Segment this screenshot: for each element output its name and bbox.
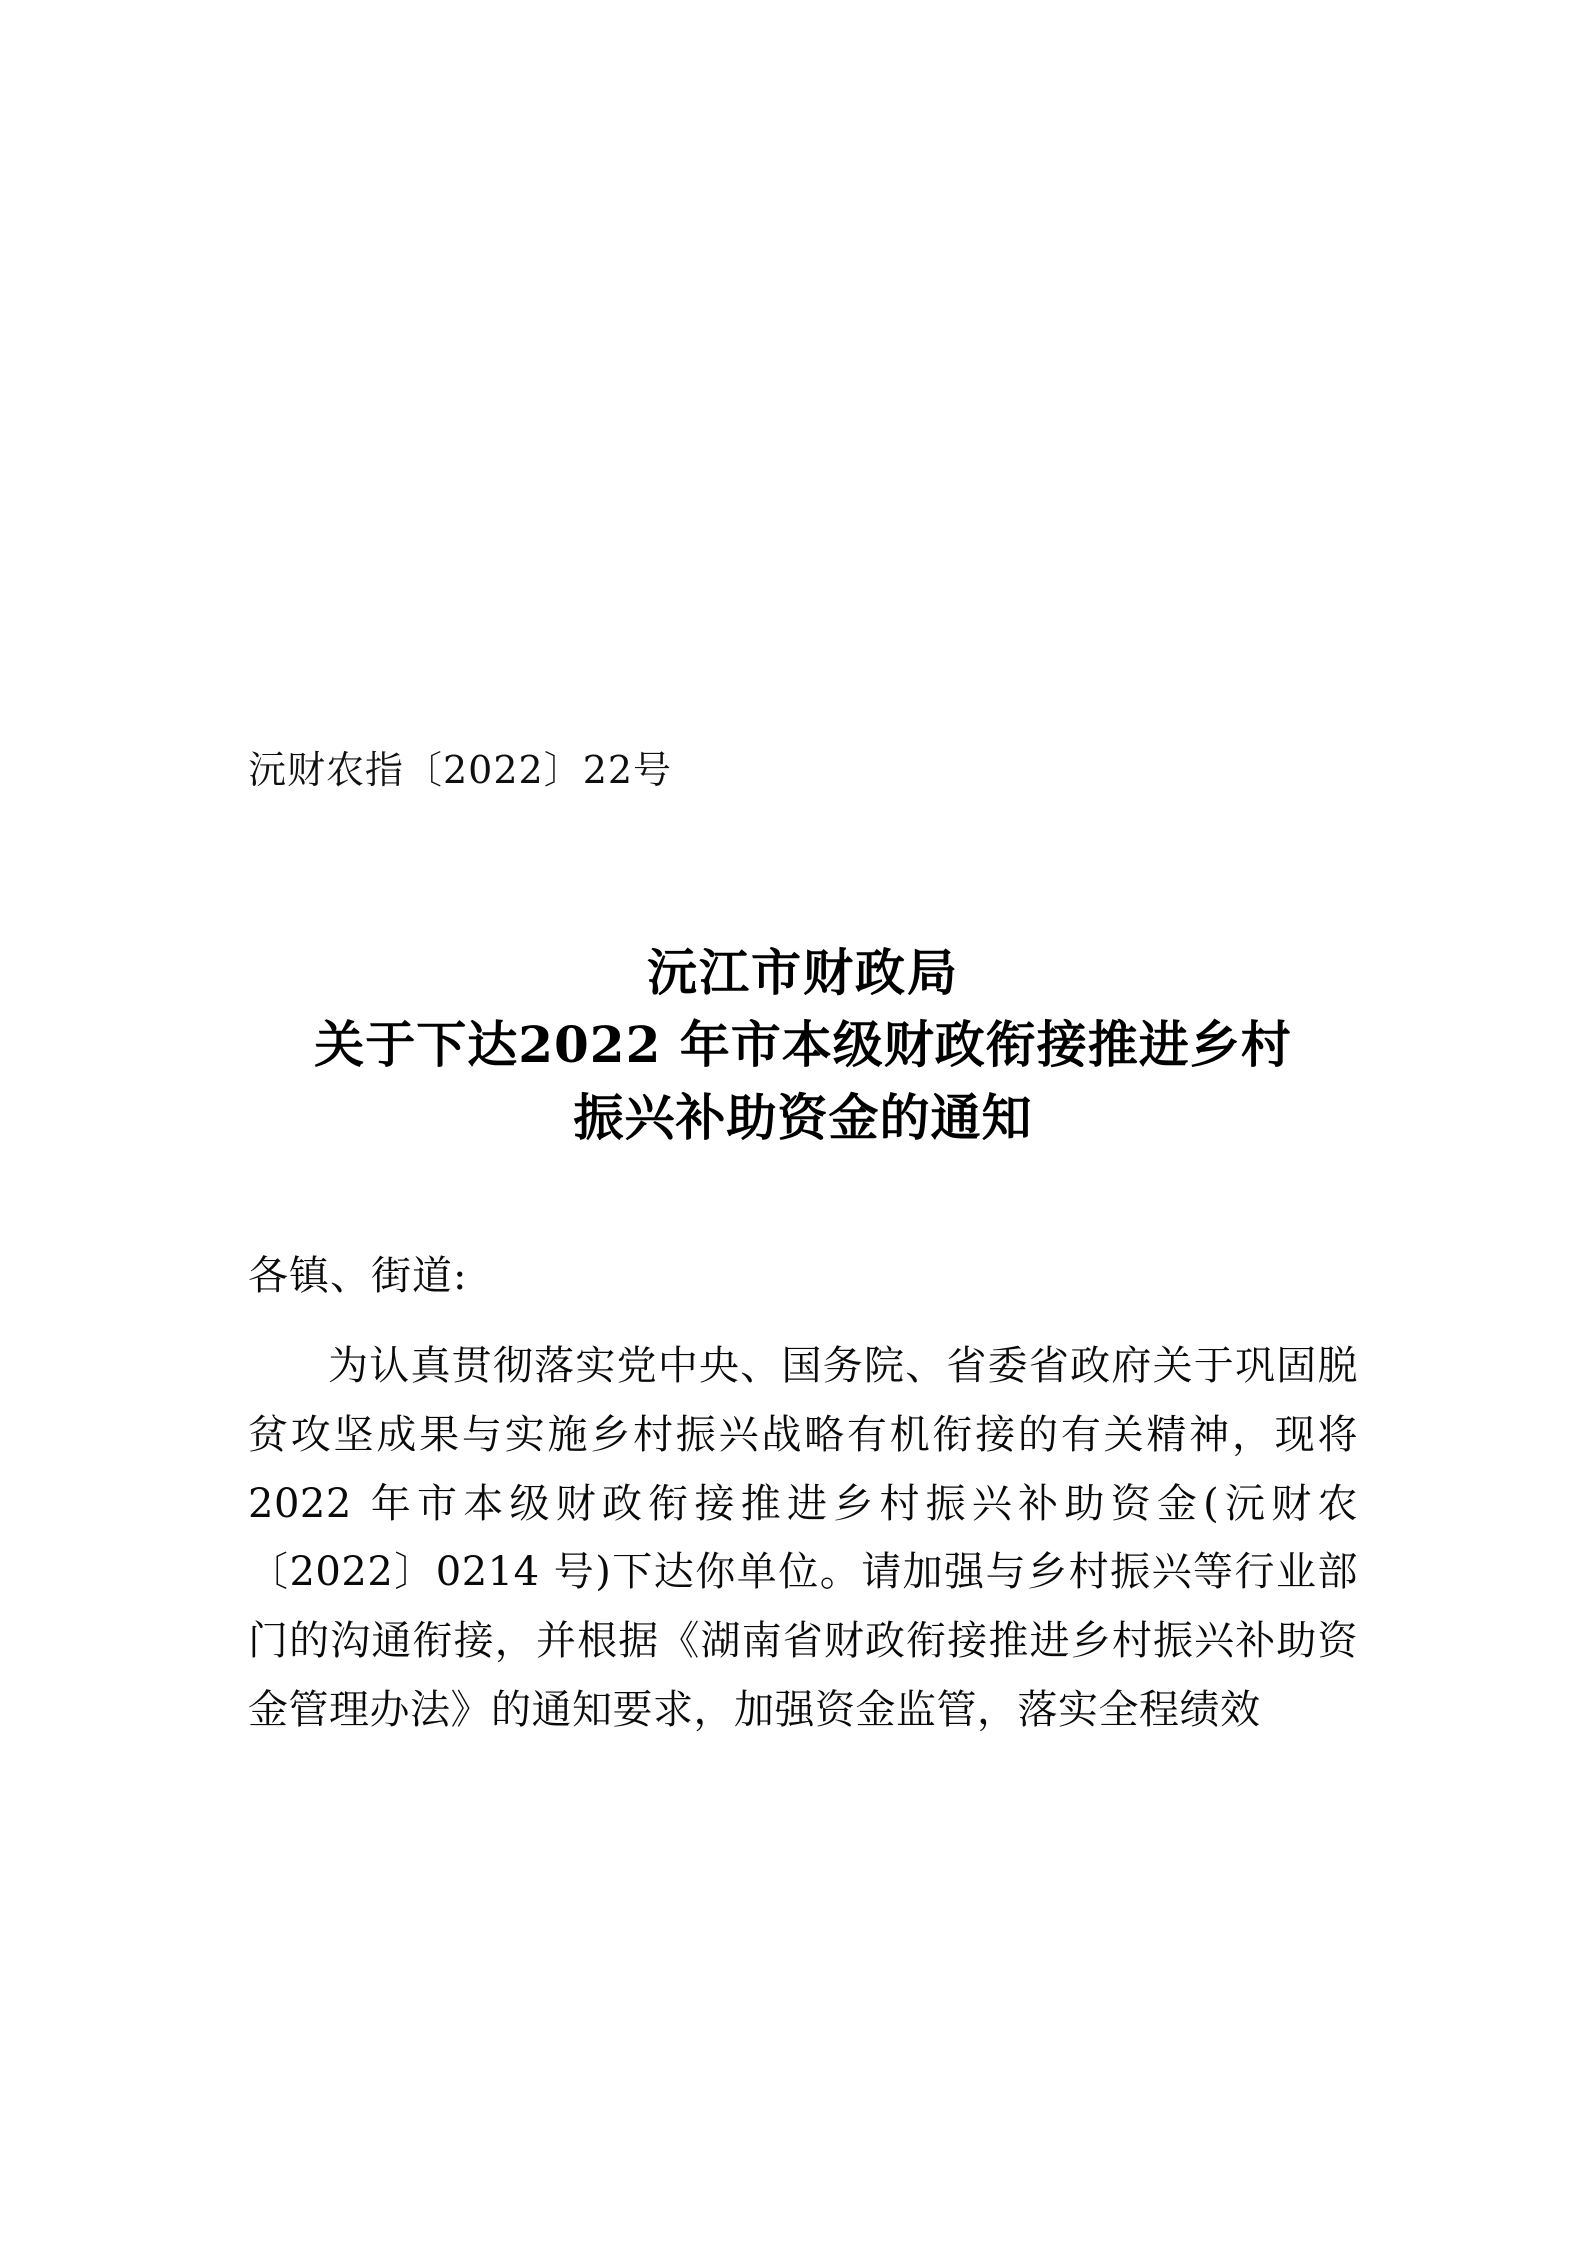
document-content — [248, 0, 1358, 1745]
document-title — [248, 937, 1358, 1155]
body-paragraph: 为认真贯彻落实党中央、国务院、省委省政府关于巩固脱贫攻坚成果与实施乡村振兴战略有机衔接的有关精神，现将 2022 年市本级财政衔接推进乡村振兴补助资金(沅财农〔2022〕0214 号)下达你单位。请加强与乡村振兴等行业部门的沟通衔接，并根据《湖南省财政衔接推进乡村振兴补助资金管理办法》的通知要求，加强资金监管，落实全程绩效 — [248, 1343, 1358, 1734]
title-line-1: 沅江市财政局 — [647, 942, 959, 1002]
salutation: 各镇、街道: — [248, 1253, 468, 1300]
title-line-2: 关于下达2022 年市本级财政衔接推进乡村 — [314, 1015, 1292, 1075]
title-line-3: 振兴补助资金的通知 — [573, 1087, 1033, 1147]
document-number: 沅财农指〔2022〕22号 — [248, 748, 673, 792]
